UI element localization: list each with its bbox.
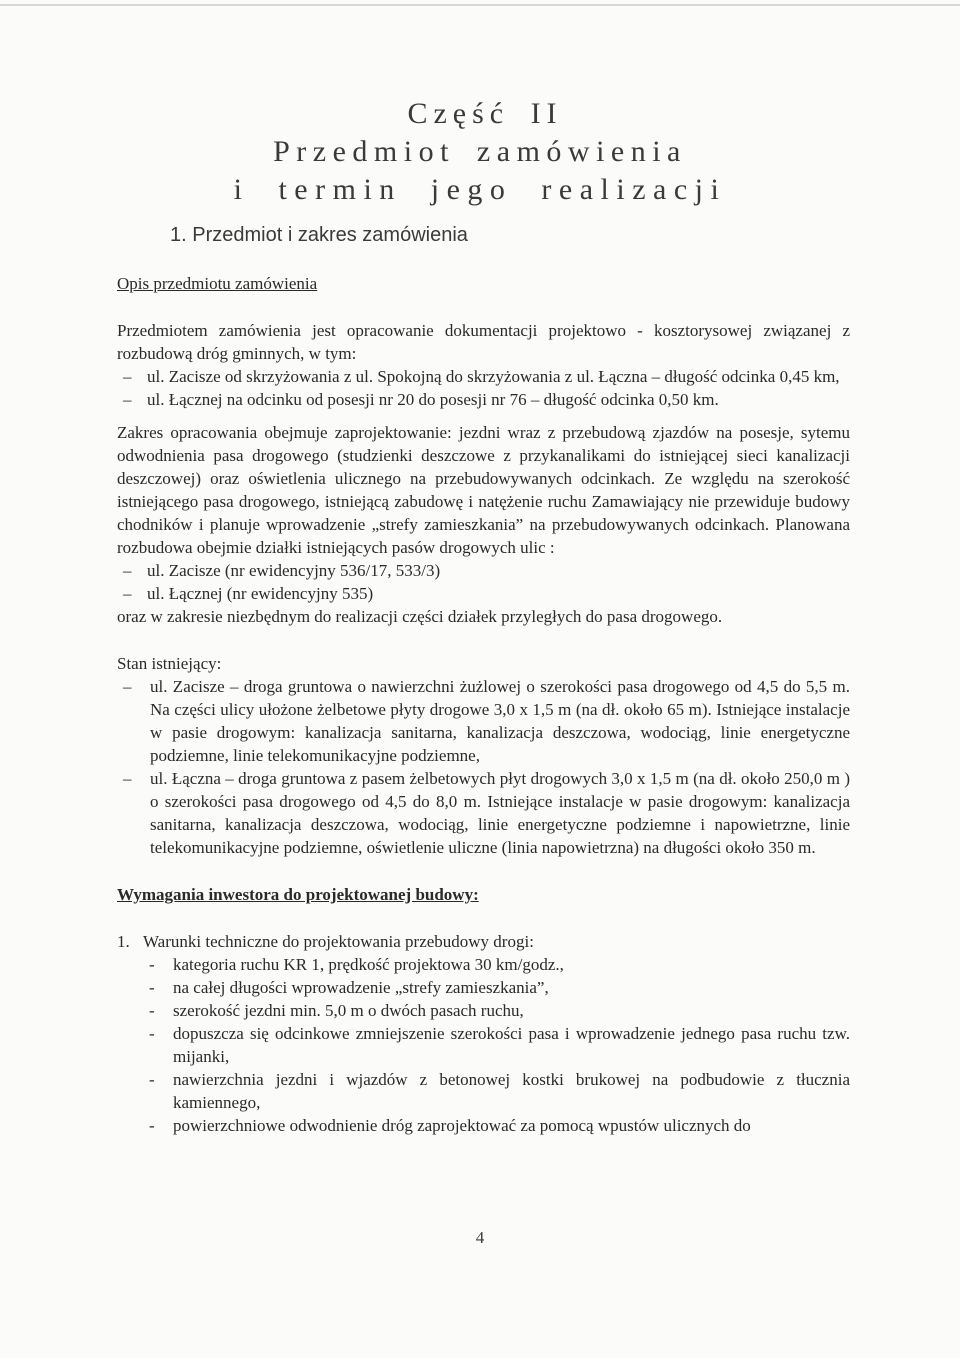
section-heading: 1. Przedmiot i zakres zamówienia (170, 224, 468, 246)
list-item: - kategoria ruchu KR 1, prędkość projektowa 30 km/godz., (143, 953, 850, 976)
stan-title: Stan istniejący: (117, 654, 222, 673)
title-line-1: Część II (407, 97, 563, 130)
list-item: – ul. Zacisze (nr ewidencyjny 536/17, 533/3) (117, 559, 850, 582)
item-title: Warunki techniczne do projektowania przebudowy drogi: (143, 932, 534, 951)
list-item: – ul. Łącznej na odcinku od posesji nr 20 do posesji nr 76 – długość odcinka 0,50 km. (117, 388, 850, 411)
document-body (117, 272, 850, 1137)
opis-title: Opis przedmiotu zamówienia (117, 274, 318, 293)
stan-list (117, 675, 850, 859)
zakres-paragraph: Zakres opracowania obejmuje zaprojektowanie: jezdni wraz z przebudową zjazdów na posesje, sytemu odwodnienia pasa drogowego (studzienki deszczowe z przykanalikami do istniejącej sieci kanalizacji deszczowej) oraz oświetlenia ulicznego na przebudowywanych odcinkach. Ze względu na szerokość istniejącego pasa drogowego, istniejącą zabudowę i natężenie ruchu Zamawiający nie przewiduje budowy chodników i planuje wprowadzenie „strefy zamieszkania” na przebudowywanych odcinkach. Planowana rozbudowa obejmie działki istniejących pasów drogowych ulic : (117, 423, 850, 557)
part-title (0, 95, 960, 209)
zakres-closing: oraz w zakresie niezbędnym do realizacji części działek przyległych do pasa drogowego. (117, 607, 723, 626)
wymagania-title: Wymagania inwestora do projektowanej budowy: (117, 885, 479, 904)
list-item: – ul. Łącznej (nr ewidencyjny 535) (117, 582, 850, 605)
page-number: 4 (475, 1228, 485, 1247)
title-line-3: i termin jego realizacji (233, 173, 727, 206)
scan-edge-line (0, 4, 960, 6)
list-item: - nawierzchnia jezdni i wjazdów z betonowej kostki brukowej na podbudowie z tłucznia kamiennego, (143, 1068, 850, 1114)
title-line-2: Przedmiot zamówienia (273, 135, 687, 168)
wymagania-item (117, 930, 850, 1137)
list-item: – ul. Zacisze od skrzyżowania z ul. Spokojną do skrzyżowania z ul. Łączna – długość odcinka 0,45 km, (117, 365, 850, 388)
zakres-list (117, 559, 850, 605)
list-item: – ul. Łączna – droga gruntowa z pasem żelbetowych płyt drogowych 3,0 x 1,5 m (na dł. około 250,0 m ) o szerokości pasa drogowego od 4,5 do 8,0 m. Istniejące instalacje w pasie drogowym: kanalizacja sanitarna, kanalizacja deszczowa, wodociąg, linie energetyczne podziemne i napowietrzne, linie telekomunikacyjne podziemne, oświetlenie uliczne (linia napowietrzna) na długości około 350 m. (117, 767, 850, 859)
opis-intro: Przedmiotem zamówienia jest opracowanie dokumentacji projektowo - kosztorysowej związanej z rozbudową dróg gminnych, w tym: (117, 321, 850, 363)
item-number: 1. (117, 932, 130, 951)
list-item: - dopuszcza się odcinkowe zmniejszenie szerokości pasa i wprowadzenie jednego pasa ruchu tzw. mijanki, (143, 1022, 850, 1068)
list-item: - powierzchniowe odwodnienie dróg zaprojektować za pomocą wpustów ulicznych do (143, 1114, 850, 1137)
list-item: - na całej długości wprowadzenie „strefy zamieszkania”, (143, 976, 850, 999)
wymagania-sublist (143, 953, 850, 1137)
list-item: – ul. Zacisze – droga gruntowa o nawierzchni żużlowej o szerokości pasa drogowego od 4,5 do 5,5 m. Na części ulicy ułożone żelbetowe płyty drogowe 3,0 x 1,5 m (na dł. około 65 m). Istniejące instalacje w pasie drogowym: kanalizacja sanitarna, kanalizacja deszczowa, wodociąg, linie energetyczne podziemne, linie telekomunikacyjne podziemne, (117, 675, 850, 767)
list-item: - szerokość jezdni min. 5,0 m o dwóch pasach ruchu, (143, 999, 850, 1022)
opis-list (117, 365, 850, 411)
